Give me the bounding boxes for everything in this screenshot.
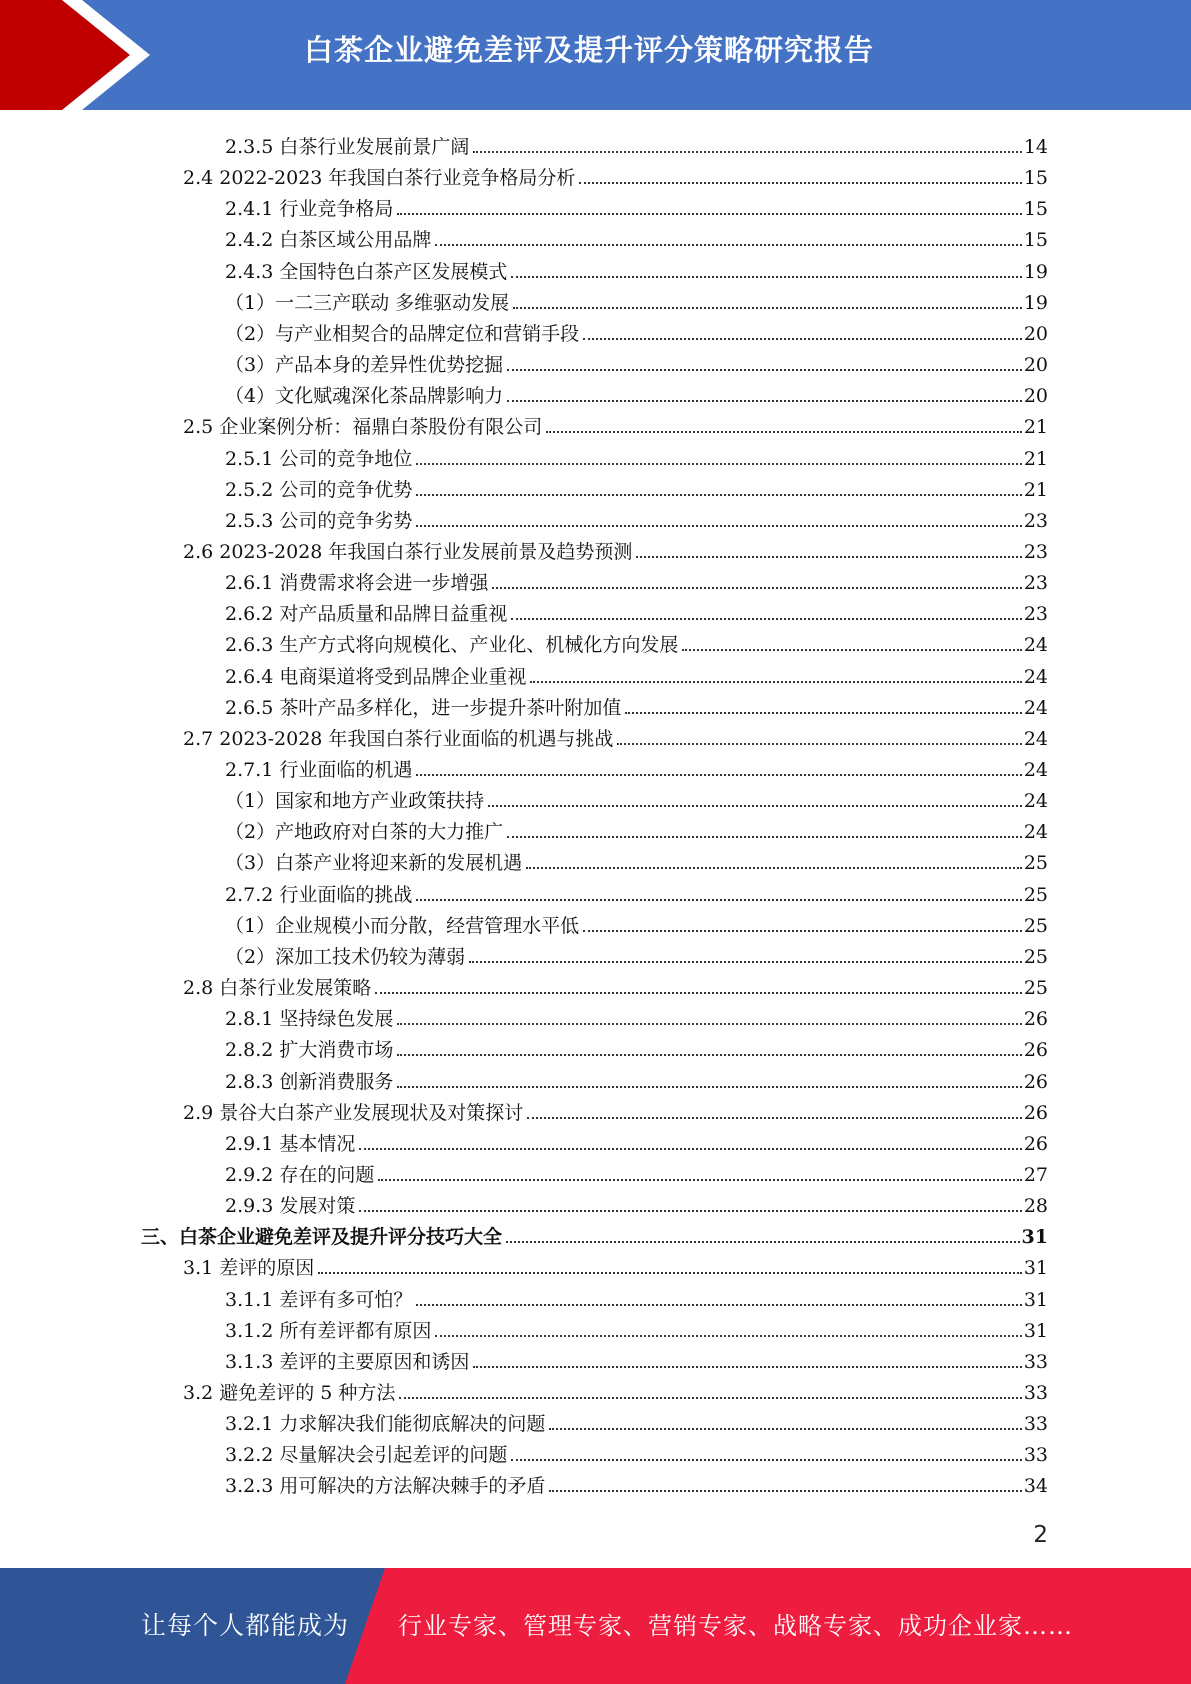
toc-entry[interactable]: [225, 907, 1048, 938]
toc-entry-page: 15: [1023, 198, 1048, 221]
toc-entry-title: 2.8.1 坚持绿色发展: [225, 1008, 394, 1031]
toc-entry[interactable]: [225, 377, 1048, 408]
toc-entry-title: 2.6 2023-2028 年我国白茶行业发展前景及趋势预测: [183, 540, 633, 563]
toc-entry[interactable]: [225, 844, 1048, 875]
toc-entry-title: 2.5.1 公司的竞争地位: [225, 447, 413, 470]
toc-entry[interactable]: [183, 408, 1048, 439]
toc-entry-title: 3.2.3 用可解决的方法解决棘手的矛盾: [225, 1475, 546, 1498]
toc-entry[interactable]: [225, 440, 1048, 471]
toc-entry[interactable]: [183, 720, 1048, 751]
toc-dot-leader: [416, 525, 1021, 527]
toc-dot-leader: [546, 431, 1022, 433]
toc-entry[interactable]: [225, 1156, 1048, 1187]
toc-dot-leader: [549, 1428, 1021, 1430]
toc-dot-leader: [416, 1304, 1021, 1306]
toc-entry-page: 33: [1023, 1413, 1048, 1436]
toc-entry-page: 14: [1023, 136, 1048, 158]
toc-dot-leader: [507, 836, 1022, 838]
toc-entry-page: 31: [1021, 1226, 1048, 1249]
toc-entry-page: 31: [1023, 1319, 1048, 1342]
toc-entry-title: 2.7.2 行业面临的挑战: [225, 883, 413, 906]
toc-entry[interactable]: [225, 1187, 1048, 1218]
toc-entry-page: 23: [1023, 572, 1048, 595]
toc-entry[interactable]: [183, 1374, 1048, 1405]
toc-entry-title: （2）产地政府对白茶的大力推广: [225, 821, 504, 844]
toc-dot-leader: [579, 182, 1021, 184]
toc-entry[interactable]: [183, 159, 1048, 190]
toc-entry-title: （4）文化赋魂深化茶品牌影响力: [225, 385, 504, 408]
toc-entry-page: 19: [1023, 291, 1048, 314]
toc-entry[interactable]: [225, 813, 1048, 844]
toc-entry-title: 3.1 差评的原因: [183, 1257, 315, 1280]
toc-entry[interactable]: [225, 502, 1048, 533]
footer-slogan-left: 让每个人都能成为: [141, 1611, 350, 1640]
toc-entry[interactable]: [225, 471, 1048, 502]
toc-entry-title: （3）产品本身的差异性优势挖掘: [225, 354, 504, 377]
toc-entry[interactable]: [225, 564, 1048, 595]
toc-entry-title: 2.6.1 消费需求将会进一步增强: [225, 572, 489, 595]
toc-entry[interactable]: [225, 190, 1048, 221]
toc-dot-leader: [527, 1117, 1022, 1119]
toc-entry-title: 2.5.3 公司的竞争劣势: [225, 509, 413, 532]
toc-dot-leader: [375, 992, 1022, 994]
toc-entry[interactable]: [225, 1467, 1048, 1498]
toc-entry-title: 2.4.1 行业竞争格局: [225, 198, 394, 221]
toc-dot-leader: [506, 1241, 1020, 1243]
toc-entry-page: 15: [1023, 229, 1048, 252]
toc-dot-leader: [526, 867, 1022, 869]
toc-entry-title: 2.5 企业案例分析：福鼎白茶股份有限公司: [183, 416, 543, 439]
toc-entry-title: 2.7.1 行业面临的机遇: [225, 759, 413, 781]
toc-entry-title: 3.2.2 尽量解决会引起差评的问题: [225, 1444, 508, 1467]
toc-entry[interactable]: [225, 626, 1048, 657]
toc-dot-leader: [625, 712, 1021, 714]
toc-entry-title: 2.8.3 创新消费服务: [225, 1070, 394, 1093]
toc-entry-title: 3.2.1 力求解决我们能彻底解决的问题: [225, 1413, 546, 1436]
toc-entry[interactable]: [225, 876, 1048, 907]
toc-entry-title: 2.6.3 生产方式将向规模化、产业化、机械化方向发展: [225, 634, 679, 657]
toc-entry-title: 2.8.2 扩大消费市场: [225, 1039, 394, 1062]
toc-entry-title: 3.1.1 差评有多可怕？: [225, 1288, 413, 1311]
toc-dot-leader: [473, 1366, 1021, 1368]
toc-entry-page: 24: [1023, 790, 1048, 813]
toc-dot-leader: [583, 930, 1022, 932]
toc-entry-title: 2.9.1 基本情况: [225, 1132, 356, 1155]
toc-entry-page: 25: [1023, 883, 1048, 906]
toc-entry[interactable]: [225, 1000, 1048, 1031]
toc-entry-page: 25: [1023, 977, 1048, 1000]
toc-entry-title: （1）一二三产联动 多维驱动发展: [225, 291, 510, 314]
toc-entry[interactable]: [225, 315, 1048, 346]
toc-entry-title: （1）企业规模小而分散，经营管理水平低: [225, 914, 580, 937]
toc-entry-page: 24: [1023, 634, 1048, 657]
toc-entry[interactable]: [225, 1281, 1048, 1312]
toc-entry-page: 20: [1023, 322, 1048, 345]
footer-slogan-right: 行业专家、管理专家、营销专家、战略专家、成功企业家……: [398, 1612, 1073, 1640]
toc-dot-leader: [682, 649, 1021, 651]
toc-entry[interactable]: [225, 346, 1048, 377]
toc-entry-page: 20: [1023, 354, 1048, 377]
toc-entry-title: 2.9 景谷大白茶产业发展现状及对策探讨: [183, 1101, 524, 1124]
toc-entry[interactable]: [225, 595, 1048, 626]
toc-dot-leader: [435, 1335, 1021, 1337]
toc-entry-title: （1）国家和地方产业政策扶持: [225, 790, 485, 813]
report-title: 白茶企业避免差评及提升评分策略研究报告: [304, 33, 875, 67]
toc-entry-page: 23: [1023, 509, 1048, 532]
toc-entry-title: 2.6.5 茶叶产品多样化，进一步提升茶叶附加值: [225, 696, 622, 719]
toc-dot-leader: [416, 899, 1021, 901]
toc-entry-page: 23: [1023, 540, 1048, 563]
toc-entry[interactable]: [225, 221, 1048, 252]
toc-dot-leader: [511, 618, 1021, 620]
page-header: [0, 0, 1191, 110]
toc-entry[interactable]: [225, 284, 1048, 315]
toc-dot-leader: [617, 743, 1021, 745]
toc-entry-page: 33: [1023, 1444, 1048, 1467]
toc-entry-page: 33: [1023, 1382, 1048, 1404]
toc-entry[interactable]: [225, 782, 1048, 813]
toc-entry[interactable]: [225, 1436, 1048, 1467]
toc-entry[interactable]: [225, 1063, 1048, 1094]
toc-entry-page: 31: [1023, 1288, 1048, 1311]
toc-entry-page: 33: [1023, 1350, 1048, 1373]
toc-entry-title: 2.7 2023-2028 年我国白茶行业面临的机遇与挑战: [183, 727, 614, 750]
page-footer: [0, 1568, 1191, 1684]
toc-entry-page: 24: [1023, 759, 1048, 781]
toc-entry-page: 27: [1023, 1163, 1048, 1186]
toc-entry[interactable]: [225, 1312, 1048, 1343]
toc-entry-page: 25: [1023, 945, 1048, 968]
toc-dot-leader: [318, 1272, 1022, 1274]
toc-entry-title: 2.6.4 电商渠道将受到品牌企业重视: [225, 665, 527, 688]
toc-entry-title: （3）白茶产业将迎来新的发展机遇: [225, 852, 523, 875]
toc-entry-page: 28: [1023, 1195, 1048, 1218]
toc-entry-page: 25: [1023, 914, 1048, 937]
toc-entry-page: 31: [1023, 1257, 1048, 1280]
toc-entry-title: 3.1.3 差评的主要原因和诱因: [225, 1350, 470, 1373]
toc-entry-page: 15: [1023, 167, 1048, 190]
toc-entry[interactable]: [225, 658, 1048, 689]
toc-entry-title: （2）与产业相契合的品牌定位和营销手段: [225, 322, 580, 345]
toc-entry-page: 23: [1023, 603, 1048, 626]
toc-entry-title: 2.3.5 白茶行业发展前景广阔: [225, 136, 470, 158]
toc-entry-page: 21: [1023, 447, 1048, 470]
toc-entry[interactable]: [225, 1125, 1048, 1156]
toc-entry-page: 20: [1023, 385, 1048, 408]
toc-dot-leader: [492, 587, 1021, 589]
toc-entry-title: 2.5.2 公司的竞争优势: [225, 478, 413, 501]
toc-entry-title: 三、白茶企业避免差评及提升评分技巧大全: [141, 1226, 503, 1249]
toc-entry-title: 3.1.2 所有差评都有原因: [225, 1319, 432, 1342]
toc-entry-page: 21: [1023, 416, 1048, 439]
toc-entry-page: 25: [1023, 852, 1048, 875]
toc-dot-leader: [473, 151, 1021, 153]
toc-dot-leader: [378, 1179, 1021, 1181]
toc-entry[interactable]: [225, 128, 1048, 159]
toc-dot-leader: [435, 244, 1021, 246]
toc-dot-leader: [549, 1490, 1021, 1492]
toc-dot-leader: [416, 494, 1021, 496]
toc-dot-leader: [511, 1459, 1021, 1461]
toc-entry-title: 2.9.2 存在的问题: [225, 1163, 375, 1186]
toc-entry[interactable]: [225, 253, 1048, 284]
toc-dot-leader: [636, 556, 1021, 558]
toc-entry-title: 3.2 避免差评的 5 种方法: [183, 1382, 396, 1404]
toc-dot-leader: [507, 369, 1022, 371]
toc-entry-page: 21: [1023, 478, 1048, 501]
page-number: 2: [1033, 1522, 1048, 1548]
toc-entry-title: （2）深加工技术仍较为薄弱: [225, 945, 466, 968]
toc-entry-page: 26: [1023, 1132, 1048, 1155]
toc-entry[interactable]: [183, 1094, 1048, 1125]
toc-entry[interactable]: [225, 689, 1048, 720]
toc-dot-leader: [511, 276, 1021, 278]
toc-entry-page: 24: [1023, 696, 1048, 719]
toc-entry[interactable]: [225, 938, 1048, 969]
toc-entry-title: 2.8 白茶行业发展策略: [183, 977, 372, 1000]
toc-dot-leader: [397, 1023, 1021, 1025]
toc-entry-page: 26: [1023, 1008, 1048, 1031]
toc-dot-leader: [397, 1054, 1021, 1056]
toc-dot-leader: [507, 400, 1022, 402]
toc-entry[interactable]: [183, 969, 1048, 1000]
toc-entry-title: 2.6.2 对产品质量和品牌日益重视: [225, 603, 508, 626]
toc-dot-leader: [583, 338, 1022, 340]
toc-entry-page: 19: [1023, 260, 1048, 283]
toc-entry[interactable]: [225, 1343, 1048, 1374]
toc-entry[interactable]: [183, 533, 1048, 564]
toc-entry[interactable]: [183, 1249, 1048, 1280]
toc-entry[interactable]: [141, 1218, 1048, 1249]
toc-entry-page: 24: [1023, 665, 1048, 688]
toc-dot-leader: [359, 1210, 1021, 1212]
toc-dot-leader: [513, 307, 1022, 309]
toc-entry-page: 24: [1023, 727, 1048, 750]
toc-entry-title: 2.4.3 全国特色白茶产区发展模式: [225, 260, 508, 283]
toc-entry[interactable]: [225, 1405, 1048, 1436]
toc-dot-leader: [469, 961, 1022, 963]
toc-entry-title: 2.4 2022-2023 年我国白茶行业竞争格局分析: [183, 167, 576, 190]
toc-dot-leader: [416, 774, 1021, 776]
toc-entry-page: 26: [1023, 1070, 1048, 1093]
toc-dot-leader: [397, 1086, 1021, 1088]
toc-entry[interactable]: [225, 751, 1048, 782]
toc-entry-page: 34: [1023, 1475, 1048, 1498]
toc-entry-page: 26: [1023, 1101, 1048, 1124]
toc-entry[interactable]: [225, 1031, 1048, 1062]
toc-dot-leader: [530, 681, 1021, 683]
toc-dot-leader: [359, 1148, 1021, 1150]
toc-dot-leader: [399, 1397, 1021, 1399]
toc-entry-title: 2.9.3 发展对策: [225, 1195, 356, 1218]
toc-entry-page: 24: [1023, 821, 1048, 844]
toc-dot-leader: [416, 463, 1021, 465]
toc-dot-leader: [488, 805, 1022, 807]
toc-dot-leader: [397, 213, 1021, 215]
toc-entry-title: 2.4.2 白茶区域公用品牌: [225, 229, 432, 252]
toc-entry-page: 26: [1023, 1039, 1048, 1062]
